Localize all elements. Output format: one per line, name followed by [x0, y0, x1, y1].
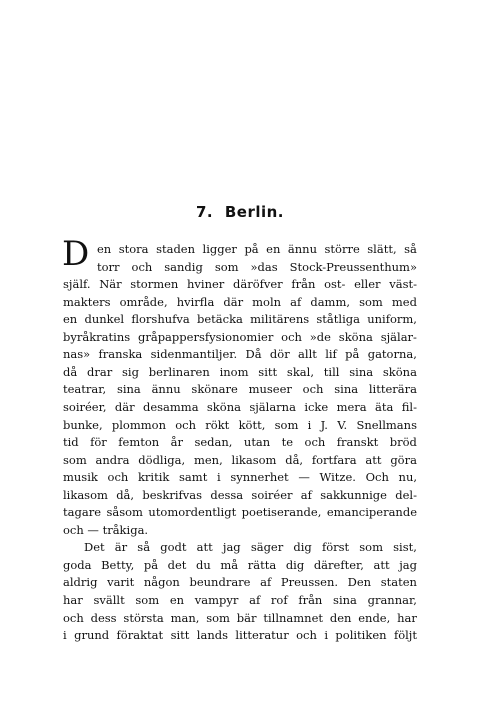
word: rof	[270, 593, 288, 607]
chapter-title: 7. Berlin.	[195, 203, 285, 221]
word: andra	[95, 452, 130, 467]
word: må	[220, 557, 239, 572]
text-line	[63, 276, 417, 293]
text-line	[63, 592, 417, 609]
word: man,	[170, 610, 200, 625]
word: på	[244, 242, 259, 256]
word: på	[345, 347, 360, 362]
word: När	[99, 277, 122, 292]
word: militärens	[250, 312, 310, 327]
word: då	[63, 364, 78, 379]
text-line	[63, 504, 417, 521]
word: till	[323, 364, 340, 379]
word: den	[329, 610, 352, 625]
word: och	[296, 628, 317, 643]
word: jag	[222, 540, 241, 555]
word: som	[206, 610, 230, 625]
word: Preussen.	[280, 575, 339, 590]
word: kritik	[137, 470, 170, 485]
word: ännu	[287, 242, 317, 256]
word: makters	[63, 294, 111, 309]
word: godt	[160, 540, 187, 555]
word: slätt,	[367, 242, 397, 256]
word: af	[260, 575, 272, 590]
word: göra	[390, 452, 417, 467]
text-line: och — tråkiga.	[63, 522, 149, 537]
word: tagare	[63, 505, 101, 520]
word: damm,	[310, 294, 351, 309]
word: politiken	[335, 628, 387, 643]
word: soiréer,	[63, 399, 107, 414]
word: dessa	[210, 487, 244, 502]
word: hvirfla	[176, 294, 215, 309]
word: har	[63, 593, 83, 607]
word: sidenmantiljer.	[150, 347, 238, 362]
word: icke	[304, 399, 329, 414]
word: utomordentligt	[148, 505, 237, 520]
word: allt	[298, 347, 317, 362]
word: tillnamnet	[263, 610, 323, 625]
word: däröfver	[232, 277, 283, 292]
word: Witze.	[319, 470, 356, 485]
word: lif	[325, 347, 337, 362]
word: där	[114, 399, 135, 414]
word: men,	[193, 452, 223, 467]
word: sitt	[258, 364, 278, 379]
word: sina	[116, 382, 141, 397]
word: ligger	[202, 242, 237, 256]
word: gatorna,	[367, 347, 417, 362]
word: berlinaren	[148, 364, 210, 379]
word: J.	[320, 417, 328, 432]
text-line	[63, 346, 417, 363]
word: likasom	[63, 487, 108, 502]
word: från	[291, 277, 316, 292]
word: likasom	[231, 452, 277, 467]
word: hviner	[187, 277, 225, 292]
word: så	[137, 540, 151, 555]
word: sig	[122, 364, 139, 379]
word: och	[175, 417, 197, 432]
word: inom	[219, 364, 249, 379]
text-line	[84, 539, 417, 556]
word: du	[196, 557, 211, 572]
word: det	[167, 557, 187, 572]
word: dör	[269, 347, 290, 362]
word: staten	[380, 575, 417, 590]
word: beskrifvas	[142, 487, 203, 502]
word: rätta	[247, 557, 277, 572]
text-line	[63, 452, 417, 469]
word: någon	[143, 575, 180, 590]
word: säger	[250, 540, 284, 555]
word: skal,	[286, 364, 314, 379]
word: »das	[250, 259, 278, 274]
word: själf.	[63, 277, 91, 292]
text-line	[63, 364, 417, 381]
word: som	[359, 540, 384, 555]
text-line	[63, 329, 417, 346]
word: bröd	[389, 435, 417, 450]
word: skönare	[191, 382, 238, 397]
word: poetiserande,	[241, 505, 322, 520]
word: af	[249, 593, 261, 607]
text-line	[63, 399, 417, 416]
word: en	[97, 242, 112, 256]
word: ende,	[358, 610, 391, 625]
word: sina	[333, 593, 357, 607]
word: goda	[63, 557, 92, 572]
word: följt	[393, 628, 417, 643]
word: då,	[285, 452, 304, 467]
word: från	[298, 593, 323, 607]
word: väst-	[389, 277, 417, 292]
word: sina	[334, 382, 359, 397]
word: varit	[107, 575, 135, 590]
word: drar	[87, 364, 113, 379]
word: nas»	[63, 347, 91, 362]
word: moln	[252, 294, 282, 309]
word: sköna	[382, 364, 417, 379]
word: plommon	[111, 417, 166, 432]
word: del-	[395, 487, 417, 502]
word: i	[216, 470, 221, 485]
text-line	[63, 574, 417, 591]
word: äta	[375, 399, 394, 414]
word: som	[214, 259, 239, 274]
word: gråpappersfysionomier	[137, 329, 274, 344]
word: Och	[365, 470, 389, 485]
word: ståtliga	[316, 312, 360, 327]
word: fil-	[401, 399, 417, 414]
word: sitt	[170, 628, 190, 643]
drop-cap-letter: D	[62, 234, 90, 274]
text-line	[63, 487, 417, 504]
word: att	[365, 452, 382, 467]
word: dunkel	[84, 312, 125, 327]
word: själarna	[249, 399, 296, 414]
word: fortfara	[311, 452, 357, 467]
text-line	[63, 469, 417, 486]
word: af	[290, 294, 302, 309]
word: lands	[196, 628, 229, 643]
word: jag	[399, 557, 417, 572]
word: i	[307, 417, 312, 432]
word: florshufva	[131, 312, 190, 327]
word: utan	[243, 435, 271, 450]
word: beundrare	[189, 575, 251, 590]
word: en	[266, 242, 281, 256]
word: rökt	[205, 417, 230, 432]
word: dig	[293, 540, 312, 555]
word: som	[359, 294, 383, 309]
word: ännu	[151, 382, 181, 397]
word: teatrar,	[63, 382, 107, 397]
word: soiréer	[251, 487, 293, 502]
word: då,	[116, 487, 135, 502]
word: bär	[236, 610, 257, 625]
word: i	[324, 628, 328, 643]
word: Då	[245, 347, 262, 362]
word: har	[397, 610, 417, 625]
word: »de	[309, 329, 331, 344]
word: Den	[347, 575, 372, 590]
word: af	[300, 487, 312, 502]
word: stormen	[130, 277, 179, 292]
word: emanciperande	[326, 505, 417, 520]
word: —	[298, 470, 310, 485]
word: där	[223, 294, 244, 309]
word: desamma	[142, 399, 199, 414]
word: en	[169, 593, 185, 607]
word: V.	[337, 417, 348, 432]
word: för	[90, 435, 107, 450]
word: franska	[98, 347, 143, 362]
word: är	[114, 540, 128, 555]
word: en	[63, 312, 78, 327]
text-line	[63, 417, 417, 434]
word: Betty,	[101, 557, 135, 572]
word: stora	[118, 242, 149, 256]
word: staden	[156, 242, 196, 256]
word: samt	[179, 470, 208, 485]
word: museer	[248, 382, 292, 397]
word: vampyr	[194, 593, 239, 607]
word: litteratur	[235, 628, 289, 643]
word: sköna	[206, 399, 241, 414]
text-line	[63, 434, 417, 451]
word: sina	[349, 364, 374, 379]
word: byråkratins	[63, 329, 131, 344]
word: år	[170, 435, 183, 450]
word: musik	[63, 470, 98, 485]
word: aldrig	[63, 575, 98, 590]
word: bunke,	[63, 417, 103, 432]
word: själar-	[380, 329, 417, 344]
word: litterära	[368, 382, 417, 397]
text-line	[63, 627, 417, 644]
word: grund	[74, 628, 110, 643]
word: mera	[336, 399, 367, 414]
text-line	[97, 241, 417, 258]
word: tid	[63, 435, 79, 450]
word: sist,	[393, 540, 417, 555]
text-line	[63, 557, 417, 574]
word: Det	[84, 540, 105, 555]
word: Snellmans	[356, 417, 417, 432]
word: och	[281, 329, 302, 344]
word: på	[143, 557, 159, 572]
word: dig	[285, 557, 305, 572]
word: så	[404, 242, 417, 256]
word: kött,	[238, 417, 266, 432]
word: och	[304, 435, 326, 450]
word: Stock-Preussenthum»	[289, 259, 417, 274]
word: eller	[354, 277, 381, 292]
word: och	[107, 470, 129, 485]
word: sköna	[338, 329, 373, 344]
text-line	[97, 259, 417, 276]
word: uniform,	[367, 312, 417, 327]
word: och	[302, 382, 324, 397]
word: betäcka	[196, 312, 243, 327]
word: torr	[97, 259, 120, 274]
word: som	[63, 452, 87, 467]
word: dödliga,	[138, 452, 186, 467]
word: te	[281, 435, 294, 450]
text-line	[63, 610, 417, 627]
word: först	[321, 540, 350, 555]
word: synnerhet	[230, 470, 289, 485]
word: område,	[119, 294, 168, 309]
word: dess	[90, 610, 117, 625]
text-line	[63, 294, 417, 311]
word: föraktat	[116, 628, 164, 643]
text-line	[63, 381, 417, 398]
word: sandig	[164, 259, 203, 274]
word: och	[63, 610, 84, 625]
word: att	[196, 540, 213, 555]
word: svällt	[93, 593, 125, 607]
text-line	[63, 311, 417, 328]
word: sakkunnige	[320, 487, 387, 502]
word: som	[135, 593, 160, 607]
word: med	[391, 294, 417, 309]
word: ost-	[324, 277, 346, 292]
word: som	[274, 417, 299, 432]
word: sedan,	[194, 435, 233, 450]
word: i	[63, 628, 67, 643]
word: största	[123, 610, 164, 625]
word: därefter,	[313, 557, 364, 572]
word: större	[324, 242, 360, 256]
word: femton	[118, 435, 160, 450]
word: franskt	[336, 435, 379, 450]
word: grannar,	[367, 593, 417, 607]
word: såsom	[106, 505, 143, 520]
word: och	[131, 259, 153, 274]
word: att	[373, 557, 390, 572]
word: nu,	[398, 470, 417, 485]
